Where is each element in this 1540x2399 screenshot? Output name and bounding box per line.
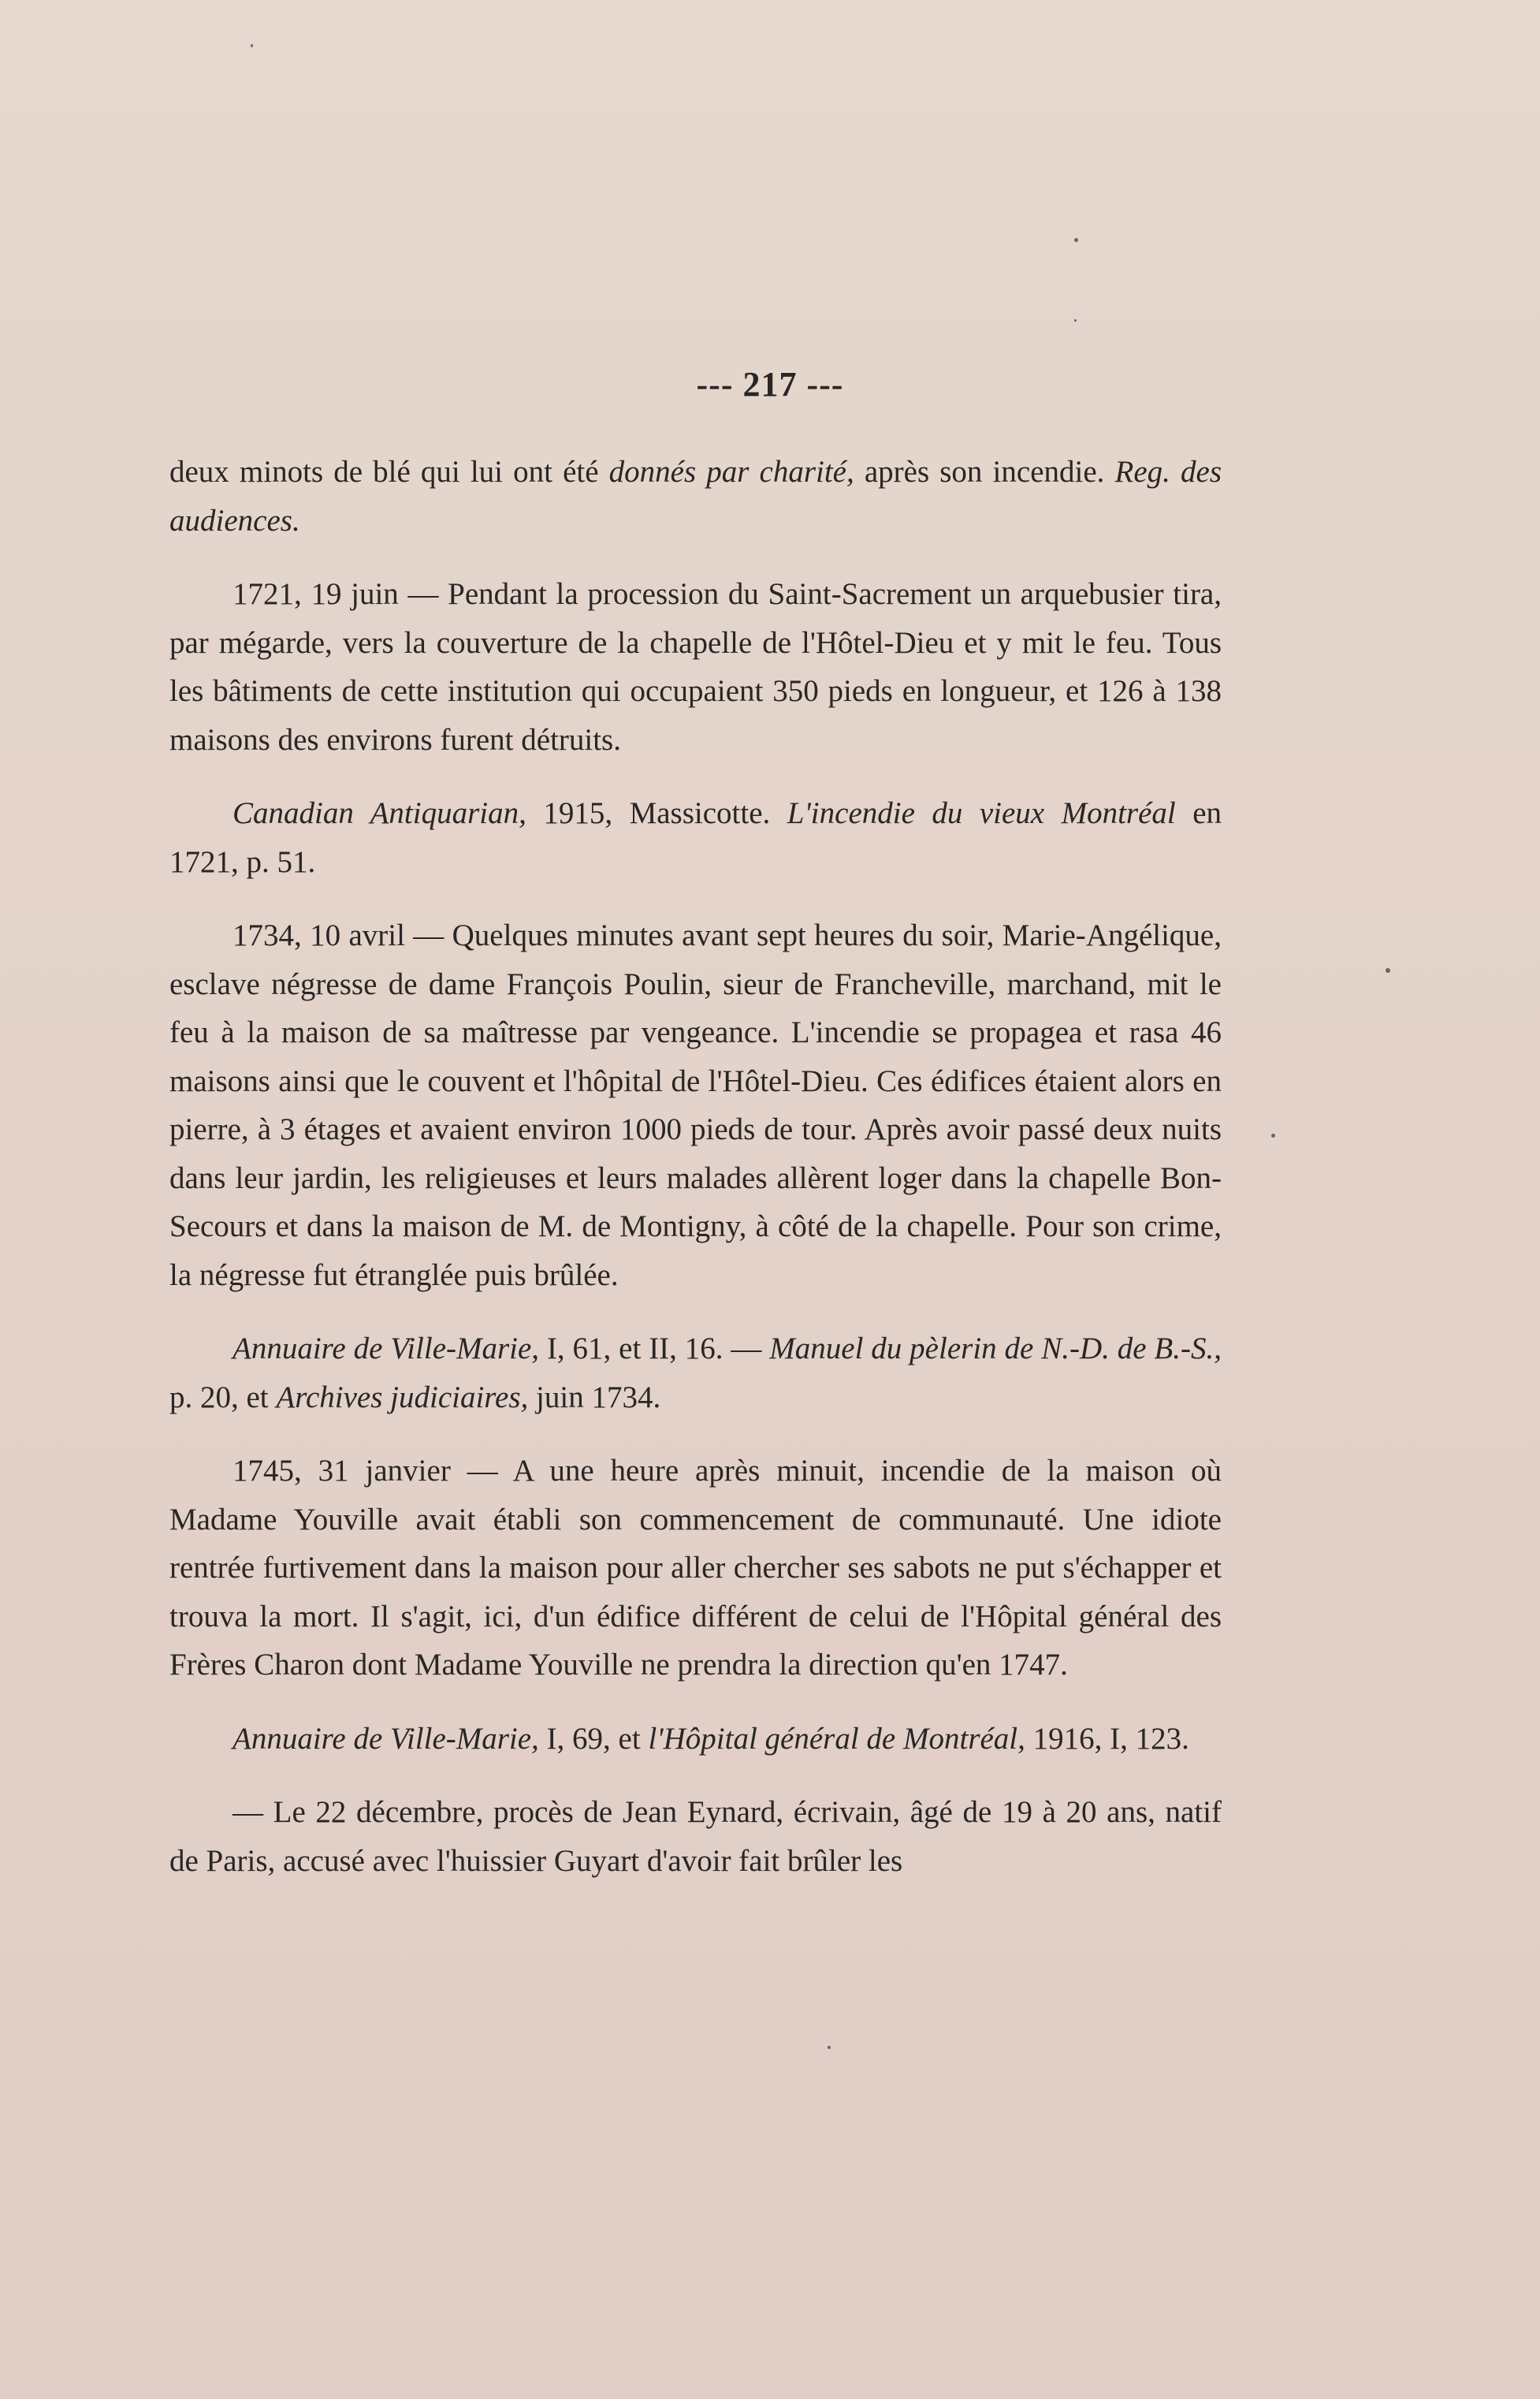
text-span: après son incendie. bbox=[854, 455, 1115, 489]
italic-text: Canadian Antiquarian, bbox=[232, 796, 526, 830]
text-span: p. 20, et bbox=[169, 1380, 277, 1414]
reference-paragraph bbox=[169, 789, 1222, 886]
text-span: deux minots de blé qui lui ont été bbox=[169, 455, 609, 489]
italic-text: L'incendie du vieux Montréal bbox=[787, 796, 1176, 830]
body-text bbox=[169, 448, 1222, 1910]
text-span: 1721, 19 juin — Pendant la procession du Saint-Sacrement un arquebusier tira, par mégarde, vers la couverture de la chapelle de l'Hôtel-Dieu et y mit le feu. Tous les bâtiments de cette institution qui occupaient 350 pieds en longueur, et 126 à 138 maisons des environs furent détruits. bbox=[169, 577, 1222, 757]
italic-text: Manuel du pèlerin de N.-D. de B.-S., bbox=[769, 1332, 1222, 1365]
paragraph bbox=[169, 1788, 1222, 1885]
italic-text: donnés par charité, bbox=[608, 455, 854, 489]
italic-text: Annuaire de Ville-Marie, bbox=[232, 1332, 540, 1365]
paper-speck bbox=[1271, 1134, 1275, 1138]
paragraph bbox=[169, 448, 1222, 545]
paragraph bbox=[169, 911, 1222, 1299]
paper-speck bbox=[1074, 238, 1078, 242]
paragraph bbox=[169, 1447, 1222, 1689]
text-span: juin 1734. bbox=[528, 1380, 661, 1414]
reference-paragraph bbox=[169, 1715, 1222, 1764]
italic-text: Reg. des audiences. bbox=[169, 455, 1222, 538]
paper-speck bbox=[251, 44, 253, 47]
text-span: 1915, Massicotte. bbox=[526, 796, 787, 830]
text-span: — Le 22 décembre, procès de Jean Eynard, écrivain, âgé de 19 à 20 ans, natif de Paris, accusé avec l'huissier Guyart d'avoir fait brûler les bbox=[169, 1795, 1222, 1878]
italic-text: l'Hôpital général de Montréal, bbox=[648, 1721, 1025, 1756]
paper-speck bbox=[828, 2046, 831, 2049]
reference-paragraph bbox=[169, 1324, 1222, 1421]
page-number: --- 217 --- bbox=[696, 365, 844, 404]
text-span: I, 69, et bbox=[538, 1721, 649, 1756]
italic-text: Archives judiciaires, bbox=[276, 1380, 529, 1414]
text-span: 1916, I, 123. bbox=[1025, 1721, 1189, 1756]
text-span: 1745, 31 janvier — A une heure après minuit, incendie de la maison où Madame Youville avait établi son commencement de communauté. Une idiote rentrée furtivement dans la maison pour aller chercher ses sabots ne put s'échapper et trouva la mort. Il s'agit, ici, d'un édifice différent de celui de l'Hôpital général des Frères Charon dont Madame Youville ne prendra la direction qu'en 1747. bbox=[169, 1454, 1222, 1682]
text-span: 1734, 10 avril — Quelques minutes avant sept heures du soir, Marie-Angélique, esclave négresse de dame François Poulin, sieur de Francheville, marchand, mit le feu à la maison de sa maîtresse par vengeance. L'incendie se propagea et rasa 46 maisons ainsi que le couvent et l'hôpital de l'Hôtel-Dieu. Ces édifices étaient alors en pierre, à 3 étages et avaient environ 1000 pieds de tour. Après avoir passé deux nuits dans leur jardin, les religieuses et leurs malades allèrent loger dans la chapelle Bon-Secours et dans la maison de M. de Montigny, à côté de la chapelle. Pour son crime, la négresse fut étranglée puis brûlée. bbox=[169, 918, 1222, 1292]
text-span: en 1721, p. 51. bbox=[169, 796, 1222, 879]
italic-text: Annuaire de Ville-Marie, bbox=[232, 1721, 539, 1756]
text-span: I, 61, et II, 16. — bbox=[539, 1332, 770, 1365]
paper-speck bbox=[1074, 319, 1077, 322]
paragraph bbox=[169, 570, 1222, 764]
paper-speck bbox=[1386, 968, 1390, 973]
